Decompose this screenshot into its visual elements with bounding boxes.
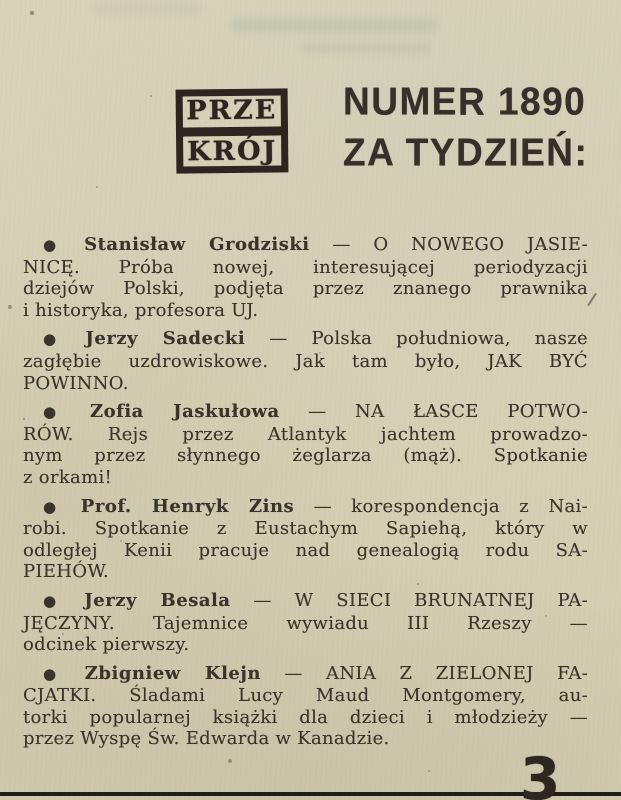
article-line: zagłębie uzdrowiskowe. Jak tam było, JAK BYĆ	[23, 350, 588, 372]
article-title-lead: — korespondencja z Nai-	[294, 495, 588, 517]
article-line: NICĘ. Próba nowej, interesującej periodyzacji	[23, 256, 588, 278]
article-item	[23, 328, 588, 394]
paper-texture	[0, 0, 2, 2]
article-first-line	[23, 401, 588, 424]
bleedthrough-smudge	[232, 18, 437, 33]
article-line: RÓW. Rejs przez Atlantyk jachtem prowadzo-	[23, 423, 588, 445]
article-first-line	[23, 234, 588, 257]
article-item	[23, 663, 588, 750]
article-line: i historyka, profesora UJ.	[23, 299, 259, 321]
logo-divider-bar	[176, 126, 288, 136]
article-title-lead: — Polska południowa, nasze	[245, 328, 588, 350]
stray-mark	[587, 293, 597, 307]
article-line: CJATKI. Śladami Lucy Maud Montgomery, au-	[23, 685, 588, 707]
article-item	[23, 496, 588, 583]
article-author: Stanisław Grodziski	[84, 234, 310, 255]
article-list	[23, 234, 588, 757]
bullet-icon: ●	[43, 330, 75, 349]
bullet-icon: ●	[43, 591, 74, 610]
przekroj-logo	[176, 88, 289, 173]
article-line: torki popularnej książki dla dzieci i młodzieży —	[23, 706, 588, 728]
article-item	[23, 590, 588, 656]
article-line: robi. Spotkanie z Eustachym Sapiehą, który w	[23, 518, 588, 540]
issue-header	[343, 80, 588, 173]
article-author: Zbigniew Klejn	[84, 662, 261, 684]
article-line: odległej Kenii pracuje nad genealogią rodu SA-	[23, 539, 588, 561]
bullet-icon: ●	[43, 664, 74, 683]
article-first-line	[23, 496, 588, 519]
bleedthrough-smudge	[300, 42, 430, 54]
page-number: 3	[520, 745, 561, 800]
bullet-icon: ●	[43, 236, 74, 254]
article-author: Jerzy Besala	[84, 589, 231, 611]
article-line: z orkami!	[23, 466, 113, 488]
article-line: przez Wyspę Św. Edwarda w Kanadzie.	[23, 728, 390, 750]
logo-word-top: PRZE	[186, 94, 278, 127]
article-line: dziejów Polski, podjęta przez znanego prawnika	[23, 278, 588, 300]
article-author: Zofia Jaskułowa	[89, 401, 280, 423]
bullet-icon: ●	[43, 497, 70, 516]
article-title-lead: — O NOWEGO JASIE-	[309, 234, 588, 255]
article-first-line	[23, 590, 588, 613]
article-item	[23, 234, 588, 321]
article-item	[23, 401, 588, 488]
article-line: PIEHÓW.	[23, 561, 109, 583]
bleedthrough-smudge	[92, 3, 202, 14]
article-title-lead: — ANIA Z ZIELONEJ FA-	[260, 662, 588, 684]
article-line: nym przez słynnego żeglarza (mąż). Spotkanie	[23, 445, 588, 467]
article-line: JĘCZYNY. Tajemnice wywiadu III Rzeszy —	[23, 612, 588, 634]
bullet-icon: ●	[43, 403, 79, 422]
article-author: Prof. Henryk Zins	[80, 495, 295, 517]
logo-word-bottom: KRÓJ	[186, 135, 278, 168]
article-first-line	[23, 328, 588, 351]
article-line: odcinek pierwszy.	[23, 634, 190, 656]
article-first-line	[23, 663, 588, 686]
article-title-lead: — W SIECI BRUNATNEJ PA-	[230, 589, 588, 611]
article-title-lead: — NA ŁASCE POTWO-	[279, 401, 588, 423]
article-author: Jerzy Sadecki	[85, 328, 246, 350]
article-line: POWINNO.	[23, 372, 129, 394]
issue-tagline: ZA TYDZIEŃ:	[343, 131, 589, 174]
issue-number: NUMER 1890	[343, 80, 587, 123]
